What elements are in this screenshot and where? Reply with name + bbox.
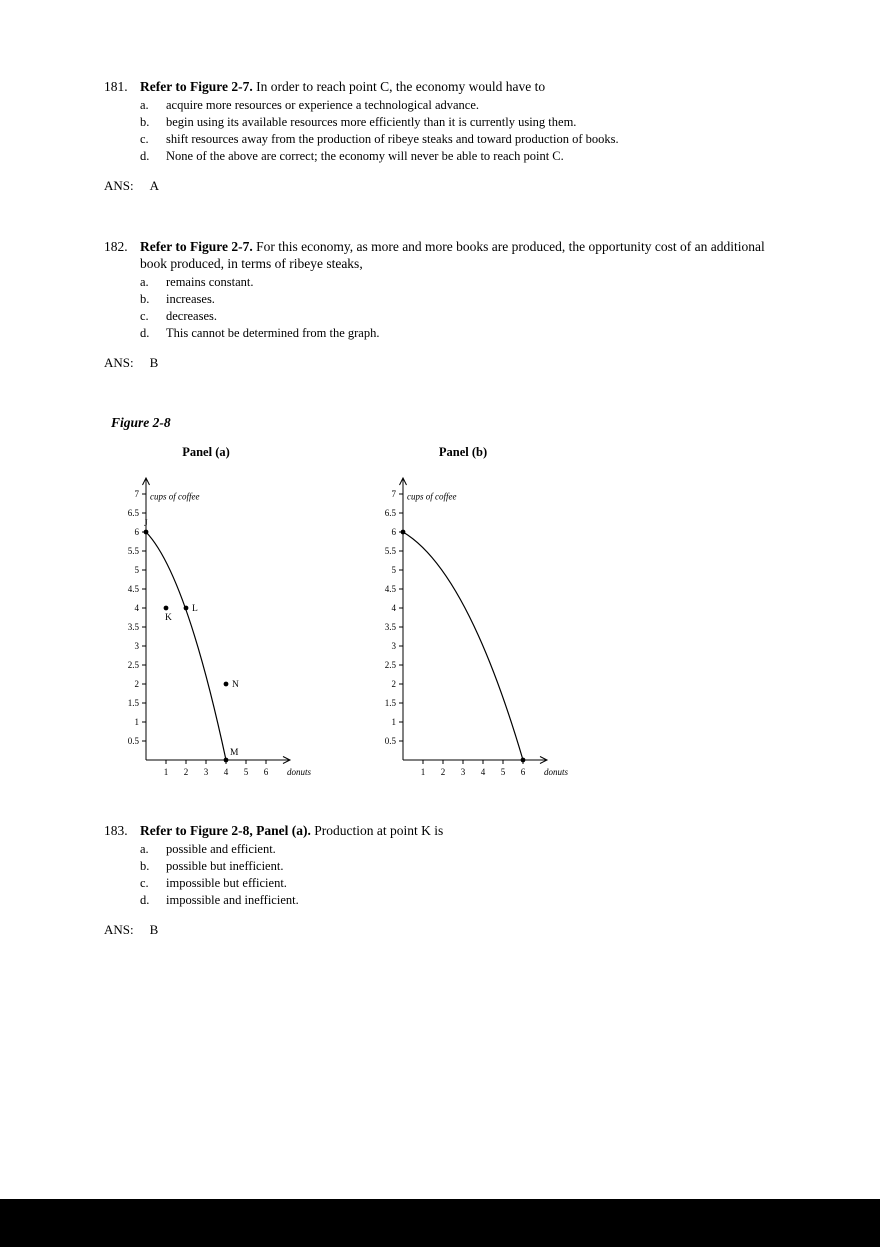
option-text: possible and efficient. <box>166 842 276 856</box>
x-axis-label: donuts <box>287 767 312 777</box>
y-tick-label: 4 <box>391 603 396 613</box>
y-tick-label: 1 <box>134 717 139 727</box>
y-tick-label: 4.5 <box>384 584 396 594</box>
x-tick-label: 3 <box>203 767 209 777</box>
option-letter: a. <box>140 842 149 856</box>
options-list <box>140 97 814 165</box>
y-tick-label: 2 <box>391 679 396 689</box>
option-text: This cannot be determined from the graph. <box>166 326 380 340</box>
option-letter: c. <box>140 132 149 146</box>
panel-b-title: Panel (b) <box>438 445 488 459</box>
x-tick-label: 5 <box>243 767 249 777</box>
question-body: In order to reach point C, the economy would have to <box>256 79 546 94</box>
panel-b <box>361 445 597 784</box>
option-text: possible but inefficient. <box>166 859 284 873</box>
ppf-curve <box>146 532 226 760</box>
ppf-plot <box>361 464 597 784</box>
answer-line <box>104 922 814 938</box>
question-bold-lead: Refer to Figure 2-7. <box>140 239 253 254</box>
x-tick-label: 1 <box>163 767 169 777</box>
option-text: None of the above are correct; the economy will never be able to reach point C. <box>166 149 564 163</box>
question-number: 183. <box>104 823 128 838</box>
point-N <box>224 682 229 687</box>
bottom-black-bar <box>0 1199 880 1247</box>
answer-line <box>104 355 814 371</box>
y-tick-label: 4 <box>134 603 139 613</box>
option-text: begin using its available resources more efficiently than it is currently using them. <box>166 115 577 129</box>
answer-line <box>104 178 814 194</box>
y-tick-label: 6 <box>134 527 139 537</box>
option-a <box>140 97 814 114</box>
answer-label: ANS: <box>104 355 134 370</box>
option-a <box>140 841 814 858</box>
question-stem <box>104 822 814 839</box>
option-b <box>140 291 814 308</box>
point-L <box>184 606 189 611</box>
options-list <box>140 841 814 909</box>
y-tick-label: 3.5 <box>384 622 396 632</box>
option-letter: c. <box>140 309 149 323</box>
x-tick-label: 2 <box>183 767 189 777</box>
option-letter: d. <box>140 326 150 340</box>
y-tick-label: 1 <box>391 717 396 727</box>
y-tick-label: 5.5 <box>384 546 396 556</box>
answer-value: B <box>149 922 159 937</box>
option-letter: b. <box>140 292 150 306</box>
ppf-plot <box>104 464 340 784</box>
point-label: J <box>144 519 148 529</box>
y-tick-label: 6.5 <box>384 508 396 518</box>
option-text: impossible and inefficient. <box>166 893 299 907</box>
figure-title: Figure 2-8 <box>111 415 171 430</box>
question-181 <box>104 78 814 194</box>
y-tick-label: 7 <box>134 489 139 499</box>
question-183 <box>104 822 814 938</box>
panel-a <box>104 445 340 784</box>
point-M <box>224 758 229 763</box>
point-endpoint <box>401 530 406 535</box>
option-a <box>140 274 814 291</box>
y-tick-label: 5.5 <box>127 546 139 556</box>
point-label: M <box>230 748 239 758</box>
panel-a-chart <box>104 464 340 784</box>
y-tick-label: 1.5 <box>384 698 396 708</box>
option-letter: a. <box>140 98 149 112</box>
option-letter: d. <box>140 149 150 163</box>
option-d <box>140 148 814 165</box>
y-tick-label: 7 <box>391 489 396 499</box>
answer-value: B <box>149 355 159 370</box>
y-tick-label: 0.5 <box>127 736 139 746</box>
x-tick-label: 4 <box>480 767 486 777</box>
option-c <box>140 875 814 892</box>
ppf-curve <box>403 532 523 760</box>
question-body: Production at point K is <box>314 823 444 838</box>
option-text: shift resources away from the production of ribeye steaks and toward production of books. <box>166 132 619 146</box>
option-text: increases. <box>166 292 215 306</box>
y-tick-label: 5 <box>134 565 139 575</box>
option-text: remains constant. <box>166 275 254 289</box>
x-tick-label: 1 <box>420 767 426 777</box>
point-K <box>164 606 169 611</box>
x-tick-label: 6 <box>263 767 269 777</box>
option-text: impossible but efficient. <box>166 876 287 890</box>
y-tick-label: 2 <box>134 679 139 689</box>
question-bold-lead: Refer to Figure 2-7. <box>140 79 253 94</box>
question-text <box>140 822 780 839</box>
option-c <box>140 131 814 148</box>
y-tick-label: 2.5 <box>384 660 396 670</box>
y-tick-label: 4.5 <box>127 584 139 594</box>
option-d <box>140 325 814 342</box>
x-tick-label: 6 <box>520 767 526 777</box>
answer-label: ANS: <box>104 922 134 937</box>
y-tick-label: 6.5 <box>127 508 139 518</box>
figure-2-8 <box>104 445 814 784</box>
option-letter: a. <box>140 275 149 289</box>
question-number: 181. <box>104 79 128 94</box>
x-tick-label: 2 <box>440 767 446 777</box>
option-b <box>140 858 814 875</box>
y-axis-label: cups of coffee <box>407 491 457 502</box>
question-stem <box>104 78 814 95</box>
question-number: 182. <box>104 239 128 254</box>
question-stem <box>104 238 814 272</box>
x-tick-label: 4 <box>223 767 229 777</box>
x-tick-label: 3 <box>460 767 466 777</box>
option-text: acquire more resources or experience a technological advance. <box>166 98 480 112</box>
point-label: K <box>165 613 172 623</box>
y-tick-label: 3 <box>134 641 139 651</box>
option-b <box>140 114 814 131</box>
options-list <box>140 274 814 342</box>
y-tick-label: 3.5 <box>127 622 139 632</box>
y-tick-label: 0.5 <box>384 736 396 746</box>
option-letter: b. <box>140 115 150 129</box>
y-tick-label: 3 <box>391 641 396 651</box>
x-tick-label: 5 <box>500 767 506 777</box>
question-text <box>140 78 780 95</box>
panel-a-title: Panel (a) <box>182 445 230 459</box>
y-tick-label: 1.5 <box>127 698 139 708</box>
question-body: For this economy, as more and more books are produced, the opportunity cost of an additional book produced, in terms of ribeye steaks, <box>140 239 765 271</box>
answer-label: ANS: <box>104 178 134 193</box>
point-J <box>144 530 149 535</box>
question-text <box>140 238 780 272</box>
option-letter: d. <box>140 893 150 907</box>
y-tick-label: 5 <box>391 565 396 575</box>
y-tick-label: 2.5 <box>127 660 139 670</box>
panel-b-chart <box>361 464 597 784</box>
y-tick-label: 6 <box>391 527 396 537</box>
y-axis-label: cups of coffee <box>150 491 200 502</box>
page-content <box>104 78 814 982</box>
point-label: L <box>192 604 198 614</box>
option-d <box>140 892 814 909</box>
point-label: N <box>232 680 239 690</box>
answer-value: A <box>149 178 160 193</box>
option-letter: b. <box>140 859 150 873</box>
option-text: decreases. <box>166 309 218 323</box>
option-letter: c. <box>140 876 149 890</box>
x-axis-label: donuts <box>544 767 569 777</box>
option-c <box>140 308 814 325</box>
question-182 <box>104 238 814 371</box>
question-bold-lead: Refer to Figure 2-8, Panel (a). <box>140 823 311 838</box>
point-endpoint <box>521 758 526 763</box>
